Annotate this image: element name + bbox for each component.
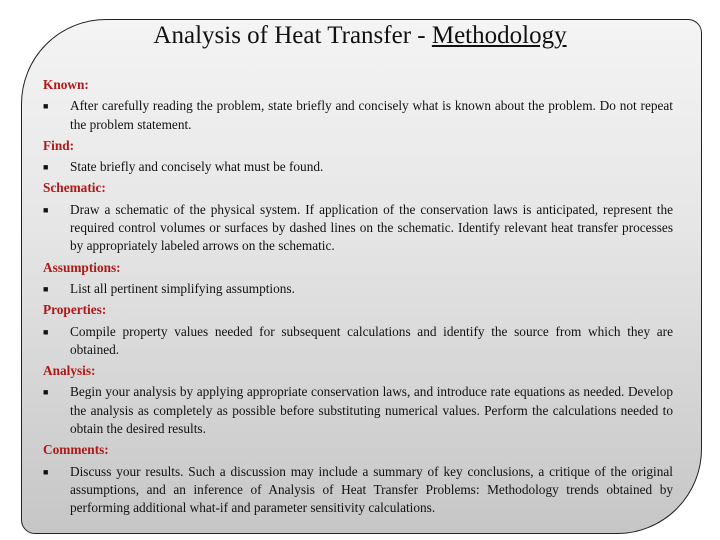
section-comments bbox=[43, 441, 673, 517]
item-text: Discuss your results. Such a discussion may include a summary of key conclusions, a critique of the original assumptions, and an inference of Analysis of Heat Transfer Problems: Methodology trends obtained by performing additional what-if and parameter sensitivity calculations. bbox=[70, 463, 673, 516]
bullet-icon: ■ bbox=[43, 326, 49, 337]
item-text: List all pertinent simplifying assumptions. bbox=[70, 280, 295, 296]
list-item bbox=[43, 280, 673, 298]
bullet-icon: ■ bbox=[43, 387, 49, 398]
section-schematic bbox=[43, 179, 673, 255]
item-text: Draw a schematic of the physical system. If application of the conservation laws is anticipated, represent the required control volumes or surfaces by dashed lines on the schematic. Identify relevant heat transfer processes by appropriately labeled arrows on the schematic. bbox=[70, 201, 673, 254]
list-item bbox=[43, 97, 673, 134]
list-item bbox=[43, 201, 673, 256]
bullet-icon: ■ bbox=[43, 283, 49, 294]
section-heading: Assumptions: bbox=[43, 259, 121, 275]
section-heading: Known: bbox=[43, 77, 89, 92]
item-text: Begin your analysis by applying appropriate conservation laws, and introduce rate equations as needed. Develop the analysis as completely as possible before substituting numerical values. Perform the calculations needed to obtain the desired results. bbox=[70, 384, 673, 437]
page-title bbox=[0, 22, 720, 50]
item-text: Compile property values needed for subsequent calculations and identify the source from which they are obtained. bbox=[70, 323, 673, 357]
section-heading: Comments: bbox=[43, 442, 109, 458]
section-find bbox=[43, 137, 673, 177]
list-item bbox=[43, 463, 673, 518]
item-text: After carefully reading the problem, state briefly and concisely what is known about the problem. Do not repeat the problem statement. bbox=[70, 98, 673, 132]
list-item bbox=[43, 383, 673, 438]
section-assumptions bbox=[43, 259, 673, 299]
list-item bbox=[43, 158, 673, 176]
section-properties bbox=[43, 301, 673, 359]
section-heading: Schematic: bbox=[43, 180, 106, 196]
methodology-list bbox=[43, 76, 673, 521]
title-text: Analysis of Heat Transfer - bbox=[153, 22, 432, 49]
section-heading: Find: bbox=[43, 137, 75, 153]
section-heading: Analysis: bbox=[43, 363, 96, 379]
list-item bbox=[43, 323, 673, 360]
section-analysis bbox=[43, 362, 673, 438]
section-heading: Properties: bbox=[43, 302, 107, 318]
title-underlined: Methodology bbox=[431, 22, 567, 49]
bullet-icon: ■ bbox=[43, 101, 49, 112]
bullet-icon: ■ bbox=[43, 162, 49, 173]
item-text: State briefly and concisely what must be found. bbox=[70, 159, 324, 175]
bullet-icon: ■ bbox=[43, 204, 49, 215]
section-known bbox=[43, 76, 673, 134]
bullet-icon: ■ bbox=[43, 466, 49, 477]
